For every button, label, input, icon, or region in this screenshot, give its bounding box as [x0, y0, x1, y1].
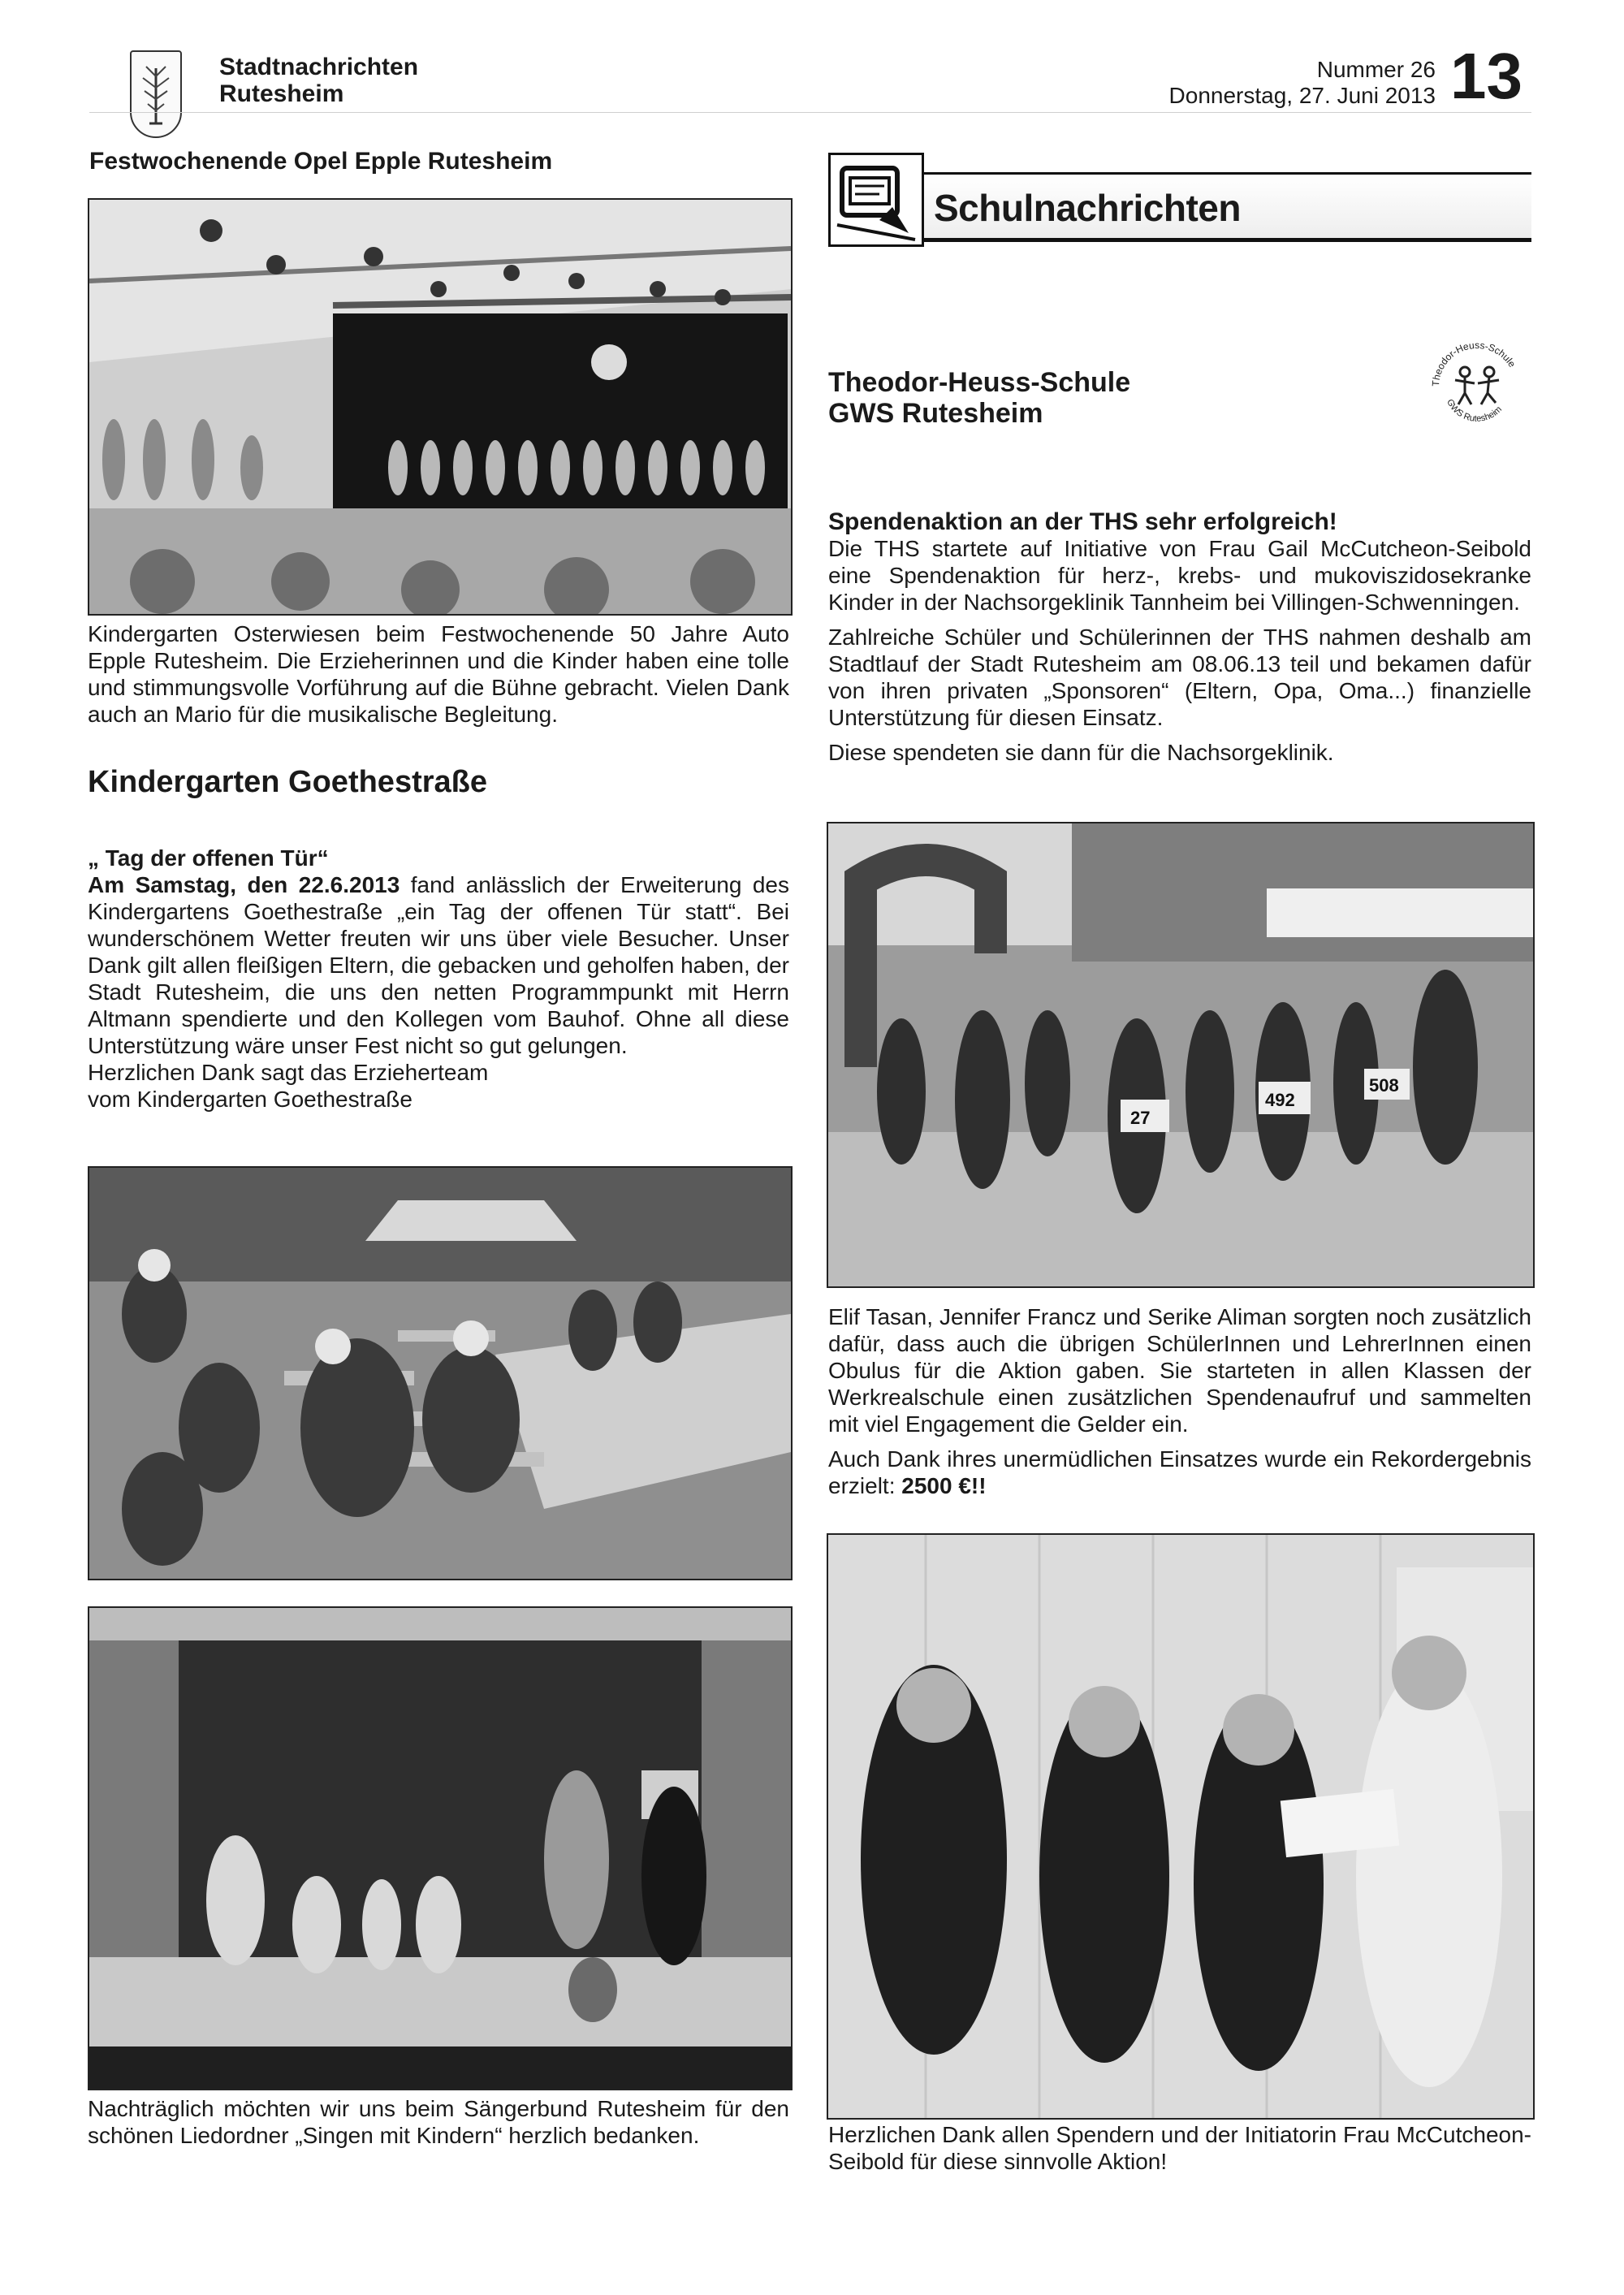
newspaper-name	[219, 54, 418, 107]
donation-article-continued	[828, 1303, 1531, 1507]
caption-stage-performance: Kindergarten Osterwiesen beim Festwochenende 50 Jahre Auto Epple Rutesheim. Die Erzieherinnen und die Kinder haben eine tolle und stimmungsvolle Vorführung auf die Bühne gebracht. Vielen Dank auch an Mario für die musikalische Begleitung.	[88, 621, 789, 727]
runner-bib-2: 492	[1265, 1090, 1295, 1110]
svg-text:Theodor-Heuss-Schule	[1430, 339, 1518, 387]
section-title: Schulnachrichten	[934, 187, 1241, 229]
caption-childrens-show: Nachträglich möchten wir uns beim Sängerbund Rutesheim für den schönen Liedordner „Singen mit Kindern“ herzlich bedanken.	[88, 2096, 789, 2148]
open-day-article	[88, 871, 789, 1113]
record-amount: 2500 €!!	[901, 1473, 987, 1498]
photo-donation-handover	[827, 1533, 1535, 2120]
school-name	[828, 367, 1130, 429]
donation-paragraph-3: Diese spendeten sie dann für die Nachsorgeklinik.	[828, 740, 1334, 765]
town-crest-logo	[130, 50, 182, 138]
photo-stage-performance	[88, 198, 793, 616]
open-day-body: fand anlässlich der Erweiterung des Kindergartens Goethestraße „ein Tag der offenen Tür statt“. Bei wunderschönem Wetter freuten wir uns über viele Besucher. Unser Dank gilt allen fleißigen Eltern, die gebacken und geholfen haben, der Stadt Rutesheim, die uns den netten Programmpunkt mit Herrn Altmann spendierte und den Kollegen vom Bauhof. Ohne all diese Unterstützung wäre unser Fest nicht so gut gelungen.	[88, 872, 789, 1058]
page-number: 13	[1450, 40, 1522, 112]
donation-article-title: Spendenaktion an der THS sehr erfolgreich!	[828, 508, 1337, 535]
school-name-line2: GWS Rutesheim	[828, 398, 1043, 429]
runner-bib-3: 508	[1369, 1075, 1399, 1096]
photo-childrens-show	[88, 1606, 793, 2090]
open-day-title: „ Tag der offenen Tür“	[88, 845, 329, 871]
school-logo-text-top: Theodor-Heuss-Schule	[1429, 339, 1518, 387]
issue-date: Donnerstag, 27. Juni 2013	[1168, 83, 1436, 108]
issue-info	[1169, 57, 1436, 109]
donation-article	[828, 508, 1531, 774]
donation-paragraph-1: Die THS startete auf Initiative von Frau Gail McCutcheon-Seibold eine Spendenaktion für herz-, krebs- und mukoviszidosekranke Kinder in der Nachsorgeklinik Tannheim bei Villingen-Schwenningen.	[828, 536, 1531, 615]
caption-donation-handover: Herzlichen Dank allen Spendern und der Initiatorin Frau McCutcheon-Seibold für diese sinnvolle Aktion!	[828, 2122, 1531, 2174]
donation-paragraph-2: Zahlreiche Schüler und Schülerinnen der THS nahmen deshalb am Stadtlauf der Stadt Rutesheim am 08.06.13 teil und bekamen dafür von ihren privaten „Sponsoren“ (Eltern, Opa, Oma...) finanzielle Unterstützung für diesen Einsatz.	[828, 625, 1531, 730]
school-news-icon	[828, 153, 924, 247]
donation-paragraph-5	[828, 1446, 1531, 1499]
donation-paragraph-4: Elif Tasan, Jennifer Francz und Serike Aliman sorgten noch zusätzlich dafür, dass auch die übrigen SchülerInnen und LehrerInnen einen Obulus für die Aktion gaben. Sie starteten in allen Klassen der Werkrealschule einen zusätzlichen Spendenaufruf und sammelten mit viel Engagement die Gelder ein.	[828, 1304, 1531, 1437]
heading-kindergarten-goethestrasse: Kindergarten Goethestraße	[88, 765, 487, 799]
newspaper-name-line1: Stadtnachrichten	[219, 54, 419, 80]
photo-city-run	[827, 822, 1535, 1288]
record-result-text: Auch Dank ihres unermüdlichen Einsatzes wurde ein Rekordergebnis erzielt:	[828, 1446, 1531, 1498]
school-logo	[1426, 330, 1528, 432]
section-header-schulnachrichten	[828, 148, 1531, 244]
open-day-date: Am Samstag, den 22.6.2013	[88, 872, 400, 897]
photo-beer-garden	[88, 1166, 793, 1580]
school-logo-text-bottom: GWS Rutesheim	[1445, 397, 1505, 424]
newspaper-name-line2: Rutesheim	[219, 80, 344, 107]
runner-bib-1: 27	[1130, 1108, 1151, 1128]
open-day-thanks-line1: Herzlichen Dank sagt das Erzieherteam	[88, 1060, 489, 1085]
school-name-line1: Theodor-Heuss-Schule	[828, 367, 1131, 398]
header-divider	[89, 112, 1531, 113]
festival-kicker: Festwochenende Opel Epple Rutesheim	[89, 148, 553, 175]
section-title-bar	[924, 172, 1531, 242]
open-day-thanks-line2: vom Kindergarten Goethestraße	[88, 1087, 412, 1112]
issue-number: Nummer 26	[1316, 57, 1436, 82]
